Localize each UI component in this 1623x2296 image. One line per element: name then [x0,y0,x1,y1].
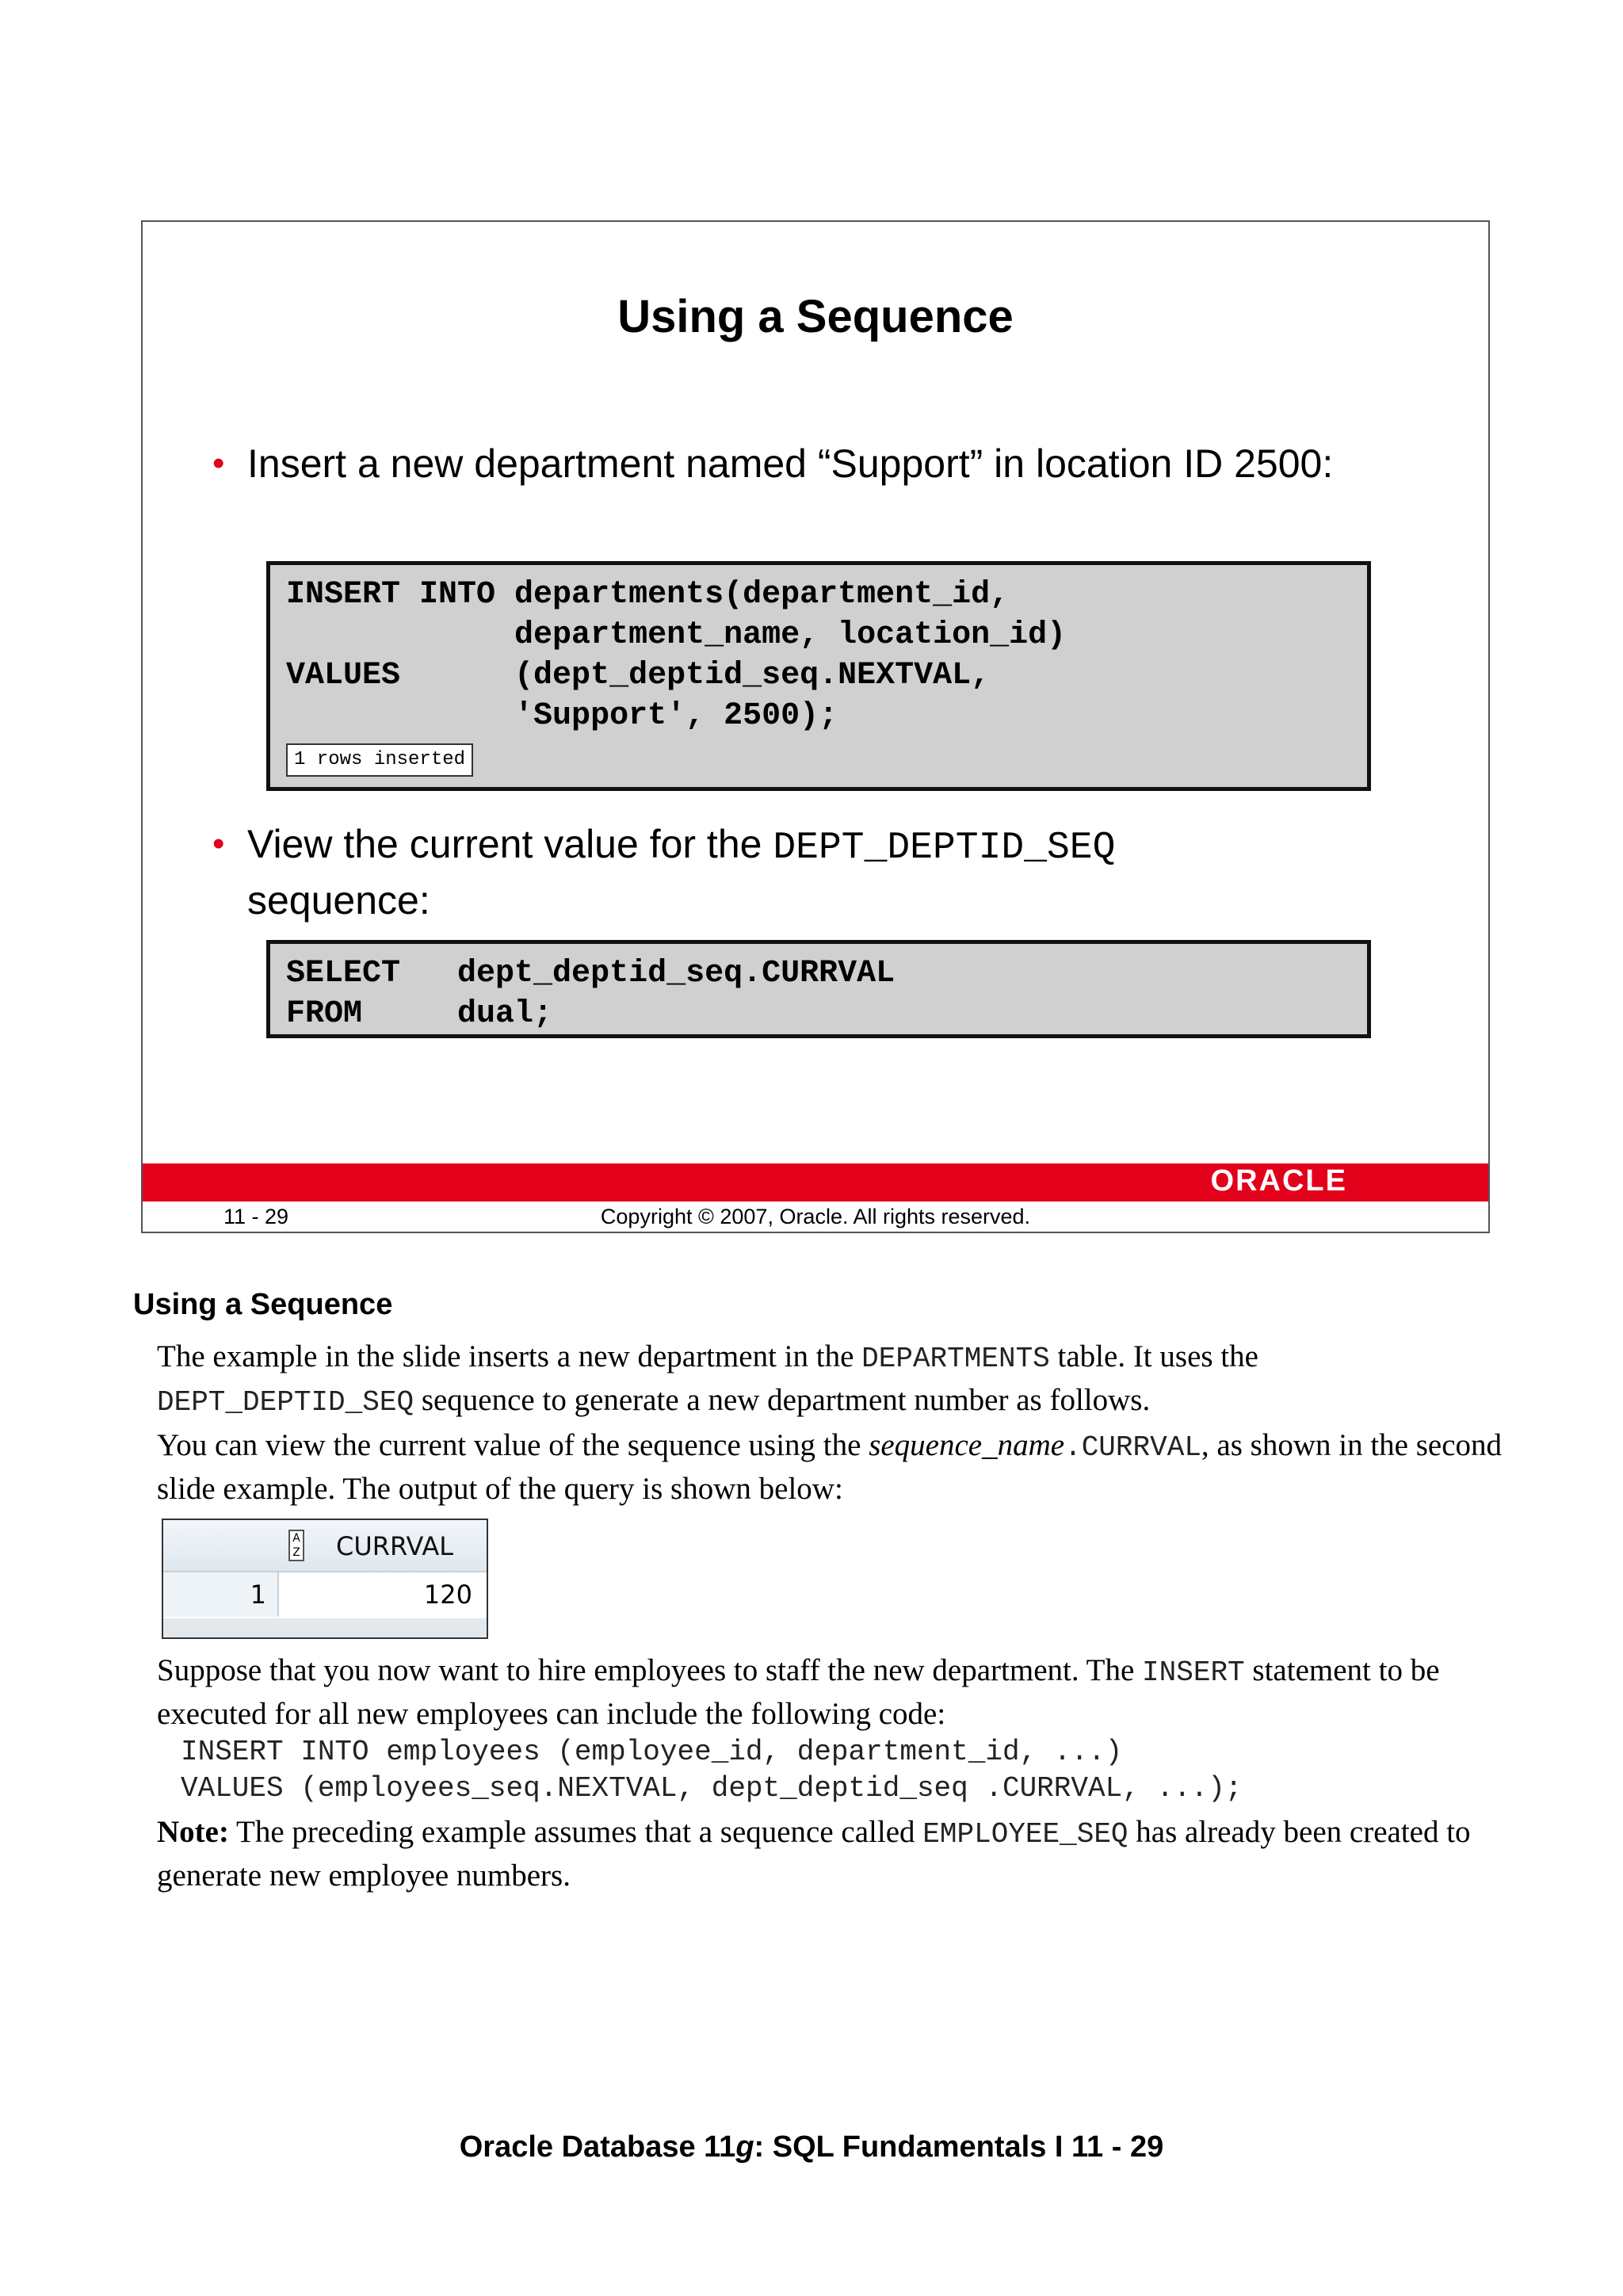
slide-footer [143,1205,1488,1232]
p5-text-b: has already been created to generate new employee numbers. [157,1815,1471,1893]
slide-title: Using a Sequence [617,291,1014,342]
bullet-currval-pre: View the current value for the [247,822,773,866]
insert-code: INSERT INTO departments(department_id, department_name, location_id) VALUES (dept_deptid_seq.NEXTVAL, 'Support', 2500); [286,577,1067,734]
insert-code-box [266,561,1371,791]
notes-paragraph-2 [157,1425,1504,1510]
p1-text-c: sequence to generate a new department number as follows. [414,1383,1151,1417]
bullet-currval-code: DEPT_DEPTID_SEQ [773,827,1116,869]
footer-italic: g [735,2130,754,2164]
select-code-box [266,940,1371,1038]
code-line-1: INSERT INTO employees (employee_id, department_id, ...) [181,1736,1123,1768]
bullet-insert [212,437,1357,490]
footer-post: : SQL Fundamentals I 11 - 29 [754,2130,1164,2164]
notes-paragraph-1 [157,1336,1504,1423]
p3-code-insert: INSERT [1142,1656,1245,1689]
p3-text-a: Suppose that you now want to hire employees to staff the new department. The [157,1653,1143,1687]
p3-text-b: statement to be executed for all new employees can include the following code: [157,1653,1440,1731]
select-code: SELECT dept_deptid_seq.CURRVAL FROM dual; [286,956,896,1032]
notes-heading: Using a Sequence [133,1288,393,1321]
p1-code-departments: DEPARTMENTS [861,1343,1050,1375]
slide-number: 11 - 29 [223,1205,289,1228]
p2-text-a: You can view the current value of the sequence using the [157,1428,869,1462]
grid-scrollbar[interactable] [163,1618,487,1637]
oracle-logo: ORACLE [1210,1164,1347,1198]
p1-text-a: The example in the slide inserts a new department in the [157,1339,862,1373]
table-row[interactable] [163,1572,487,1617]
p5-code: EMPLOYEE_SEQ [922,1818,1128,1851]
query-result-grid [162,1519,488,1639]
bullet-currval-post: sequence: [247,878,430,923]
page-footer [0,2130,1623,2164]
p5-text-a: The preceding example assumes that a sequence called [228,1815,923,1849]
footer-pre: Oracle Database 11 [459,2130,736,2164]
grid-cell-value[interactable]: 120 [423,1580,472,1610]
bullet-dot-icon: • [212,824,225,863]
bullet-currval [212,818,1357,926]
grid-column-header[interactable]: CURRVAL [336,1531,454,1561]
note-label: Note: [157,1815,229,1849]
notes-code-block [181,1734,1242,1807]
p2-italic: sequence_name [869,1428,1065,1462]
grid-row-number: 1 [163,1572,279,1617]
p1-text-b: table. It uses the [1049,1339,1258,1373]
slide-frame [141,220,1490,1233]
code-line-2: VALUES (employees_seq.NEXTVAL, dept_deptid_seq .CURRVAL, ...); [181,1772,1243,1805]
bullet-insert-text: Insert a new department named “Support” in location ID 2500: [247,441,1334,486]
rows-inserted-badge: 1 rows inserted [286,743,473,777]
p2-code: .CURRVAL [1064,1431,1201,1464]
sort-az-icon[interactable]: A Z [288,1530,304,1561]
grid-header [163,1520,487,1572]
copyright: Copyright © 2007, Oracle. All rights reserved. [600,1205,1031,1228]
notes-paragraph-3 [157,1650,1504,1735]
bullet-dot-icon: • [212,444,225,483]
p2-text-b: , as shown in the second slide example. The output of the query is shown below: [157,1428,1503,1506]
p1-code-seq: DEPT_DEPTID_SEQ [157,1386,414,1419]
notes-note [157,1812,1504,1897]
